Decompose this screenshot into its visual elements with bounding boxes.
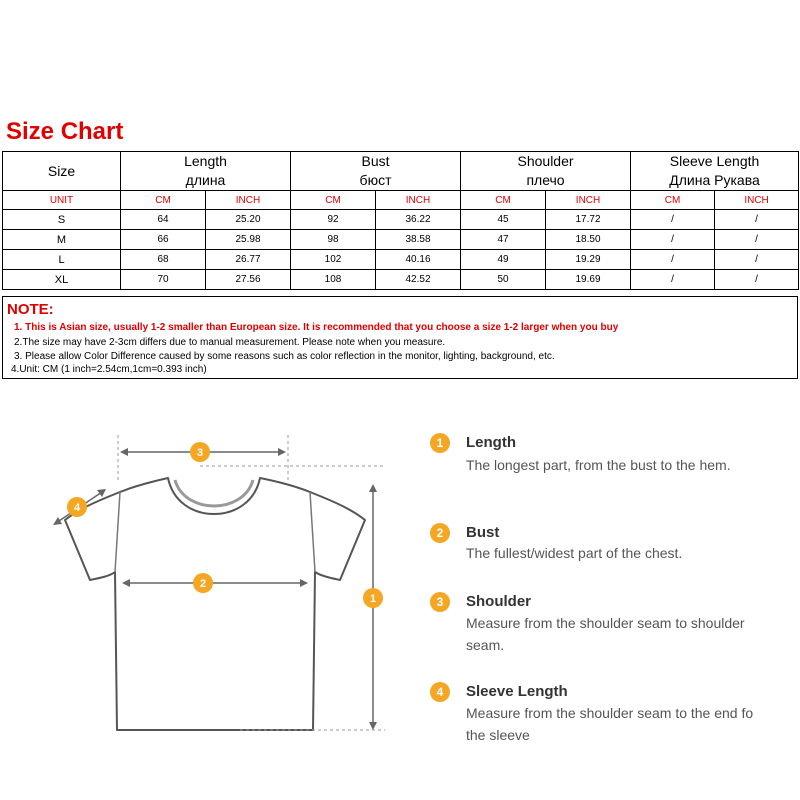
number-badge: 3 xyxy=(430,592,450,612)
marker-4-label: 4 xyxy=(73,502,81,514)
bust-inch-cell: 38.58 xyxy=(376,230,461,250)
sleeve-inch-cell: / xyxy=(715,210,799,230)
header-length-en: Length xyxy=(184,153,227,169)
number-badge: 2 xyxy=(430,523,450,543)
table-row xyxy=(3,250,799,270)
shoulder-inch-cell: 19.69 xyxy=(546,270,631,290)
sleeve-cm-cell: / xyxy=(631,250,715,270)
length-inch-cell: 25.98 xyxy=(206,230,291,250)
size-cell: S xyxy=(3,210,121,230)
length-inch-cell: 26.77 xyxy=(206,250,291,270)
shoulder-inch-cell: 18.50 xyxy=(546,230,631,250)
table-row xyxy=(3,230,799,250)
header-bust xyxy=(291,152,461,191)
sleeve-cm-cell: / xyxy=(631,210,715,230)
header-size: Size xyxy=(3,152,121,191)
bust-cm-cell: 92 xyxy=(291,210,376,230)
marker-1-label: 1 xyxy=(369,593,377,605)
header-length-ru: длина xyxy=(185,172,226,188)
size-cell: M xyxy=(3,230,121,250)
note-line: 1. This is Asian size, usually 1-2 smaller than European size. It is recommended that you choose a size 1-2 larger when you buy xyxy=(14,322,619,333)
shoulder-inch-cell: 17.72 xyxy=(546,210,631,230)
notes-title: NOTE: xyxy=(7,301,54,318)
size-cell: XL xyxy=(3,270,121,290)
shoulder-cm-cell: 45 xyxy=(461,210,546,230)
bust-inch-cell: 40.16 xyxy=(376,250,461,270)
header-shoulder-ru: плечо xyxy=(526,172,565,188)
size-cell: L xyxy=(3,250,121,270)
sleeve-inch-cell: / xyxy=(715,270,799,290)
sleeve-cm-cell: / xyxy=(631,270,715,290)
length-cm-cell: 66 xyxy=(121,230,206,250)
unit-cm: CM xyxy=(461,191,546,210)
size-table xyxy=(2,151,799,290)
shoulder-inch-cell: 19.29 xyxy=(546,250,631,270)
header-length xyxy=(121,152,291,191)
table-header-row xyxy=(3,152,799,191)
unit-inch: INCH xyxy=(376,191,461,210)
measurement-arrows xyxy=(53,448,377,730)
unit-label: UNIT xyxy=(3,191,121,210)
header-bust-ru: бюст xyxy=(359,172,392,188)
shoulder-cm-cell: 49 xyxy=(461,250,546,270)
number-badge: 1 xyxy=(430,433,450,453)
legend-desc: The longest part, from the bust to the hem. xyxy=(466,457,731,473)
note-line: 2.The size may have 2-3cm differs due to manual measurement. Please note when you measure. xyxy=(14,337,446,348)
marker-4 xyxy=(67,497,87,517)
shoulder-cm-cell: 47 xyxy=(461,230,546,250)
length-cm-cell: 64 xyxy=(121,210,206,230)
header-bust-en: Bust xyxy=(361,153,390,169)
unit-cm: CM xyxy=(631,191,715,210)
marker-3-label: 3 xyxy=(196,447,204,459)
length-cm-cell: 68 xyxy=(121,250,206,270)
number-badge: 4 xyxy=(430,682,450,702)
unit-row xyxy=(3,191,799,210)
legend-desc: Measure from the shoulder seam to shoulder seam. xyxy=(466,615,745,653)
shoulder-cm-cell: 50 xyxy=(461,270,546,290)
length-cm-cell: 70 xyxy=(121,270,206,290)
tshirt-diagram xyxy=(40,420,400,750)
header-shoulder-en: Shoulder xyxy=(517,153,574,169)
header-sleeve-en: Sleeve Length xyxy=(669,153,760,169)
marker-2 xyxy=(193,573,213,593)
sleeve-inch-cell: / xyxy=(715,230,799,250)
length-inch-cell: 25.20 xyxy=(206,210,291,230)
marker-3 xyxy=(190,442,210,462)
unit-inch: INCH xyxy=(546,191,631,210)
marker-2-label: 2 xyxy=(199,578,207,590)
sleeve-cm-cell: / xyxy=(631,230,715,250)
legend-title: Sleeve Length xyxy=(466,683,568,700)
notes-box xyxy=(2,296,798,379)
marker-1 xyxy=(363,588,383,608)
note-line: 3. Please allow Color Difference caused by some reasons such as color reflection in the monitor, lighting, background, etc. xyxy=(14,351,555,362)
unit-cm: CM xyxy=(291,191,376,210)
legend-title: Length xyxy=(466,434,516,451)
bust-cm-cell: 98 xyxy=(291,230,376,250)
bust-inch-cell: 36.22 xyxy=(376,210,461,230)
unit-inch: INCH xyxy=(206,191,291,210)
chart-title: Size Chart xyxy=(6,118,124,145)
legend-desc: Measure from the shoulder seam to the end fo the sleeve xyxy=(466,705,754,743)
bust-inch-cell: 42.52 xyxy=(376,270,461,290)
tshirt-outline xyxy=(65,478,365,730)
table-row xyxy=(3,210,799,230)
header-sleeve xyxy=(631,152,799,191)
note-line: 4.Unit: CM (1 inch=2.54cm,1cm=0.393 inch) xyxy=(11,364,207,375)
unit-inch: INCH xyxy=(715,191,799,210)
header-sleeve-ru: Длина Рукава xyxy=(669,172,760,188)
bust-cm-cell: 102 xyxy=(291,250,376,270)
table-row xyxy=(3,270,799,290)
sleeve-inch-cell: / xyxy=(715,250,799,270)
length-inch-cell: 27.56 xyxy=(206,270,291,290)
legend-title: Bust xyxy=(466,524,500,541)
header-shoulder xyxy=(461,152,631,191)
unit-cm: CM xyxy=(121,191,206,210)
bust-cm-cell: 108 xyxy=(291,270,376,290)
legend-desc: The fullest/widest part of the chest. xyxy=(466,545,683,561)
legend-title: Shoulder xyxy=(466,593,532,610)
